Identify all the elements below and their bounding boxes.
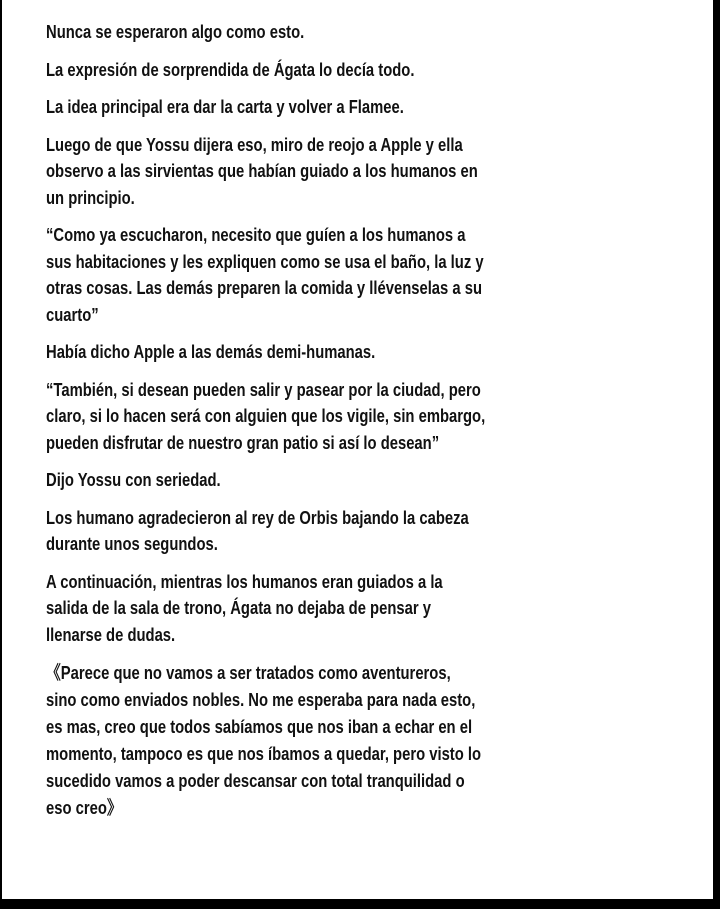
text-line: La expresión de sorprendida de Ágata lo decía todo. <box>46 58 415 80</box>
text-line: es mas, creo que todos sabíamos que nos iban a echar en el <box>46 716 473 737</box>
text-line: pueden disfrutar de nuestro gran patio si así lo desean” <box>46 431 440 453</box>
text-line: otras cosas. Las demás preparen la comida y llévenselas a su <box>46 277 483 298</box>
text-line: 《Parece que no vamos a ser tratados como aventureros, <box>46 662 451 683</box>
paragraph <box>46 222 595 328</box>
text-line: eso creo》 <box>46 797 122 818</box>
text-line: A continuación, mientras los humanos eran guiados a la <box>46 570 443 592</box>
text-line: “También, si desean pueden salir y pasear por la ciudad, pero <box>46 378 481 400</box>
text-line: sucedido vamos a poder descansar con total tranquilidad o <box>46 770 465 791</box>
paragraph <box>46 94 595 121</box>
text-line: durante unos segundos. <box>46 533 218 554</box>
document-body <box>46 19 595 832</box>
text-line: llenarse de dudas. <box>46 623 176 645</box>
text-line: “Como ya escucharon, necesito que guíen a los humanos a <box>46 224 466 245</box>
text-line: un principio. <box>46 186 135 208</box>
text-line: momento, tampoco es que nos íbamos a quedar, pero visto lo <box>46 743 482 764</box>
text-line: sus habitaciones y les expliquen como se usa el baño, la luz y <box>46 250 484 272</box>
paragraph <box>46 659 595 821</box>
document-page <box>2 0 713 899</box>
text-line: salida de la sala de trono, Ágata no dejaba de pensar y <box>46 597 431 618</box>
paragraph <box>46 569 595 649</box>
paragraph <box>46 505 595 558</box>
text-line: cuarto” <box>46 303 99 325</box>
text-line: Los humano agradecieron al rey de Orbis bajando la cabeza <box>46 506 469 528</box>
paragraph <box>46 19 595 46</box>
paragraph <box>46 339 595 366</box>
text-line: La idea principal era dar la carta y volver a Flamee. <box>46 96 404 117</box>
text-line: claro, si lo hacen será con alguien que los vigile, sin embargo, <box>46 405 486 426</box>
paragraph <box>46 377 595 457</box>
text-line: observo a las sirvientas que habían guiado a los humanos en <box>46 160 478 181</box>
text-line: Había dicho Apple a las demás demi-humanas. <box>46 341 376 362</box>
paragraph <box>46 467 595 494</box>
paragraph <box>46 57 595 84</box>
text-line: sino como enviados nobles. No me esperaba para nada esto, <box>46 689 476 710</box>
paragraph <box>46 132 595 212</box>
text-line: Nunca se esperaron algo como esto. <box>46 21 305 42</box>
text-line: Dijo Yossu con seriedad. <box>46 469 221 490</box>
text-line: Luego de que Yossu dijera eso, miro de reojo a Apple y ella <box>46 133 463 155</box>
